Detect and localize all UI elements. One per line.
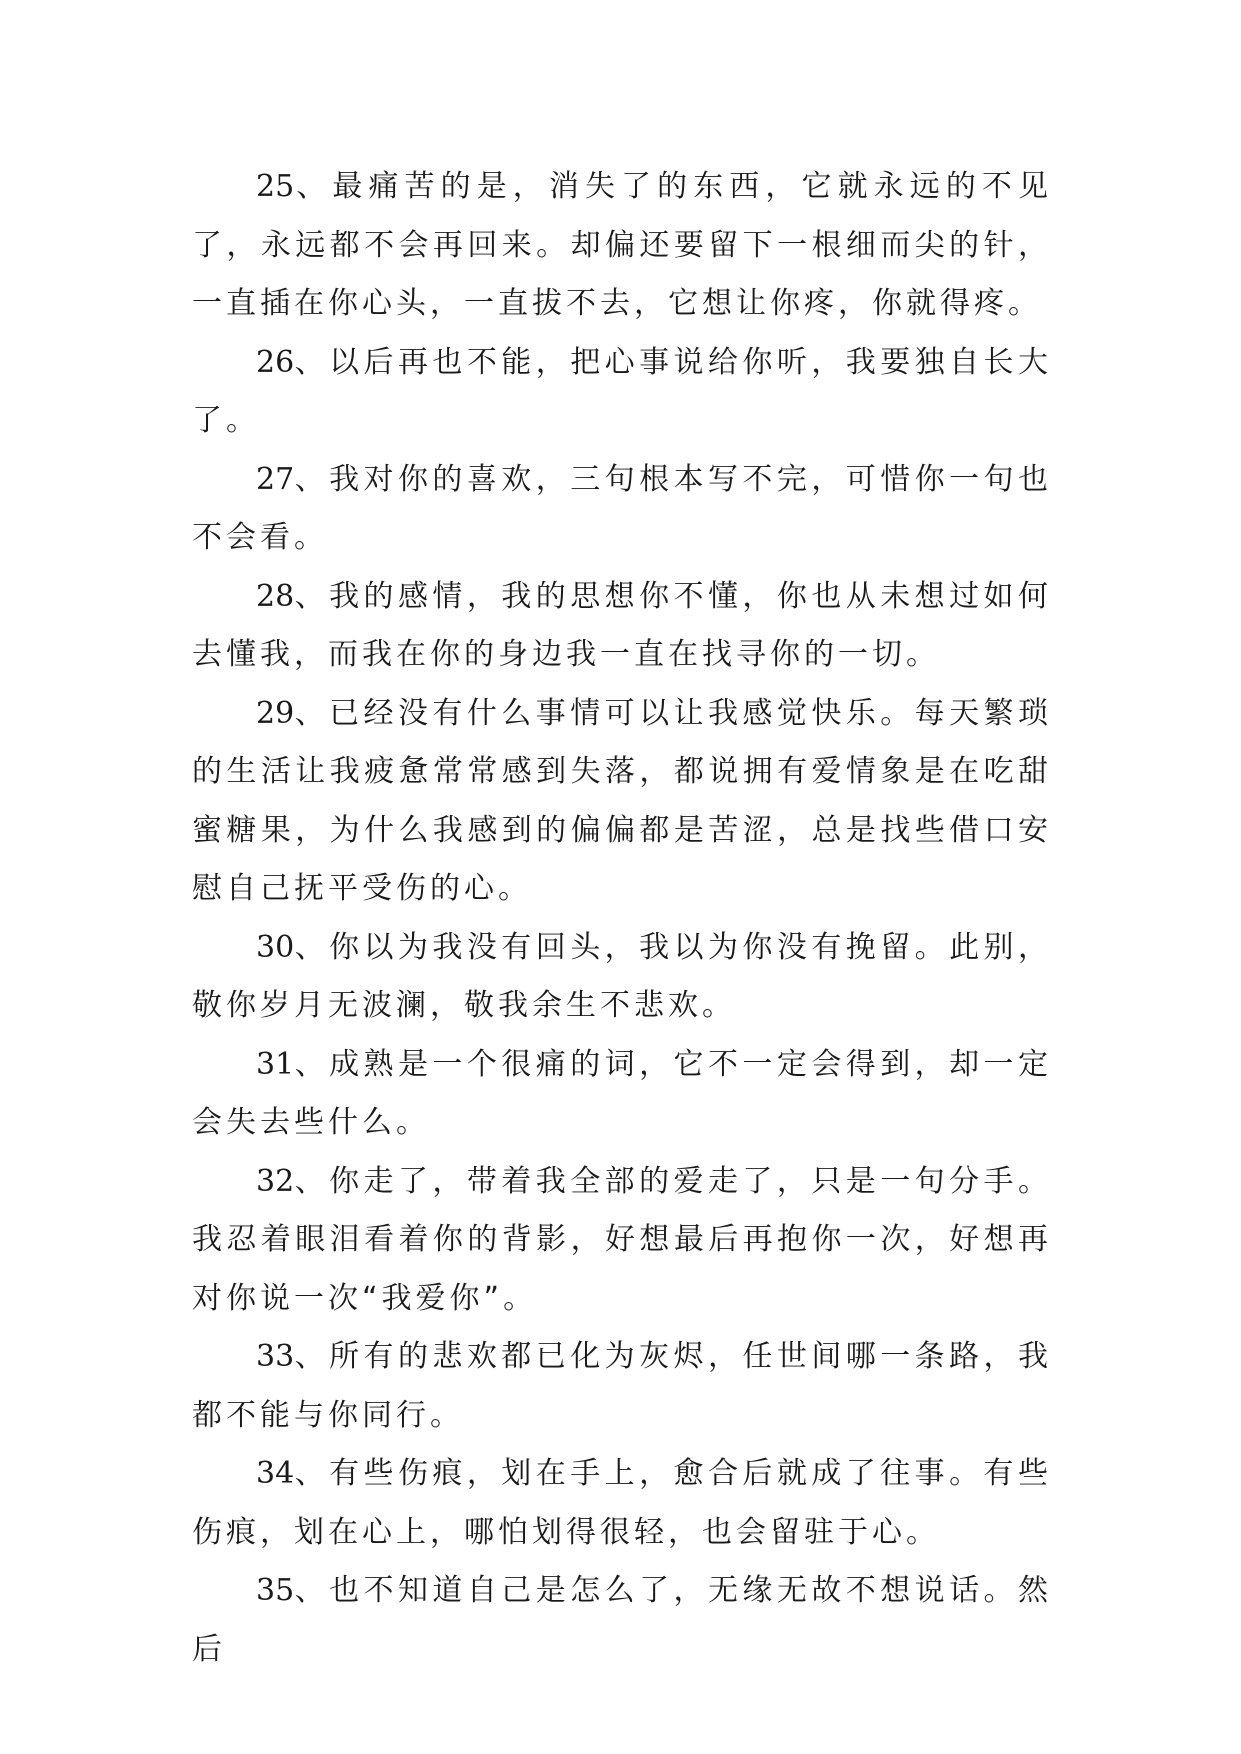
paragraph-32	[192, 1153, 1052, 1329]
paragraph-33	[192, 1328, 1052, 1445]
paragraph-27	[192, 451, 1052, 568]
paragraph-number: 35	[256, 1573, 295, 1608]
paragraph-text: 、所有的悲欢都已化为灰烬，任世间哪一条路，我都不能与你同行。	[192, 1339, 1052, 1433]
paragraph-number: 28	[256, 578, 295, 614]
paragraph-text: 、最痛苦的是，消失了的东西，它就永远的不见了，永远都不会再回来。却偏还要留下一根细而尖的针，一直插在你心头，一直拔不去，它想让你疼，你就得疼。	[192, 169, 1052, 321]
document-body	[192, 158, 1052, 1679]
paragraph-number: 25	[256, 169, 295, 204]
paragraph-29	[192, 685, 1052, 919]
paragraph-number: 31	[256, 1046, 295, 1082]
paragraph-35	[192, 1562, 1052, 1679]
paragraph-number: 32	[256, 1163, 295, 1199]
paragraph-number: 30	[256, 929, 295, 965]
paragraph-text: 、你以为我没有回头，我以为你没有挽留。此别，敬你岁月无波澜，敬我余生不悲欢。	[192, 929, 1052, 1023]
paragraph-26	[192, 334, 1052, 451]
paragraph-number: 29	[256, 695, 295, 731]
paragraph-text: 、以后再也不能，把心事说给你听，我要独自长大了。	[192, 344, 1052, 438]
paragraph-text: 、也不知道自己是怎么了，无缘无故不想说话。然后	[192, 1573, 1052, 1667]
paragraph-28	[192, 568, 1052, 685]
paragraph-number: 26	[256, 344, 295, 380]
paragraph-text: 、我的感情，我的思想你不懂，你也从未想过如何去懂我，而我在你的身边我一直在找寻你的一切。	[192, 578, 1052, 672]
paragraph-number: 27	[256, 461, 295, 497]
paragraph-25	[192, 158, 1052, 334]
paragraph-text: 、我对你的喜欢，三句根本写不完，可惜你一句也不会看。	[192, 461, 1052, 555]
paragraph-30	[192, 919, 1052, 1036]
paragraph-text: 、你走了，带着我全部的爱走了，只是一句分手。我忍着眼泪看着你的背影，好想最后再抱你一次，好想再对你说一次“我爱你”。	[192, 1163, 1052, 1316]
paragraph-text: 、已经没有什么事情可以让我感觉快乐。每天繁琐的生活让我疲惫常常感到失落，都说拥有爱情象是在吃甜蜜糖果，为什么我感到的偏偏都是苦涩，总是找些借口安慰自己抚平受伤的心。	[192, 695, 1052, 906]
paragraph-31	[192, 1036, 1052, 1153]
paragraph-number: 33	[256, 1339, 295, 1374]
paragraph-34	[192, 1445, 1052, 1562]
paragraph-number: 34	[256, 1456, 295, 1491]
paragraph-text: 、成熟是一个很痛的词，它不一定会得到，却一定会失去些什么。	[192, 1046, 1052, 1140]
paragraph-text: 、有些伤痕，划在手上，愈合后就成了往事。有些伤痕，划在心上，哪怕划得很轻，也会留驻于心。	[192, 1456, 1052, 1550]
